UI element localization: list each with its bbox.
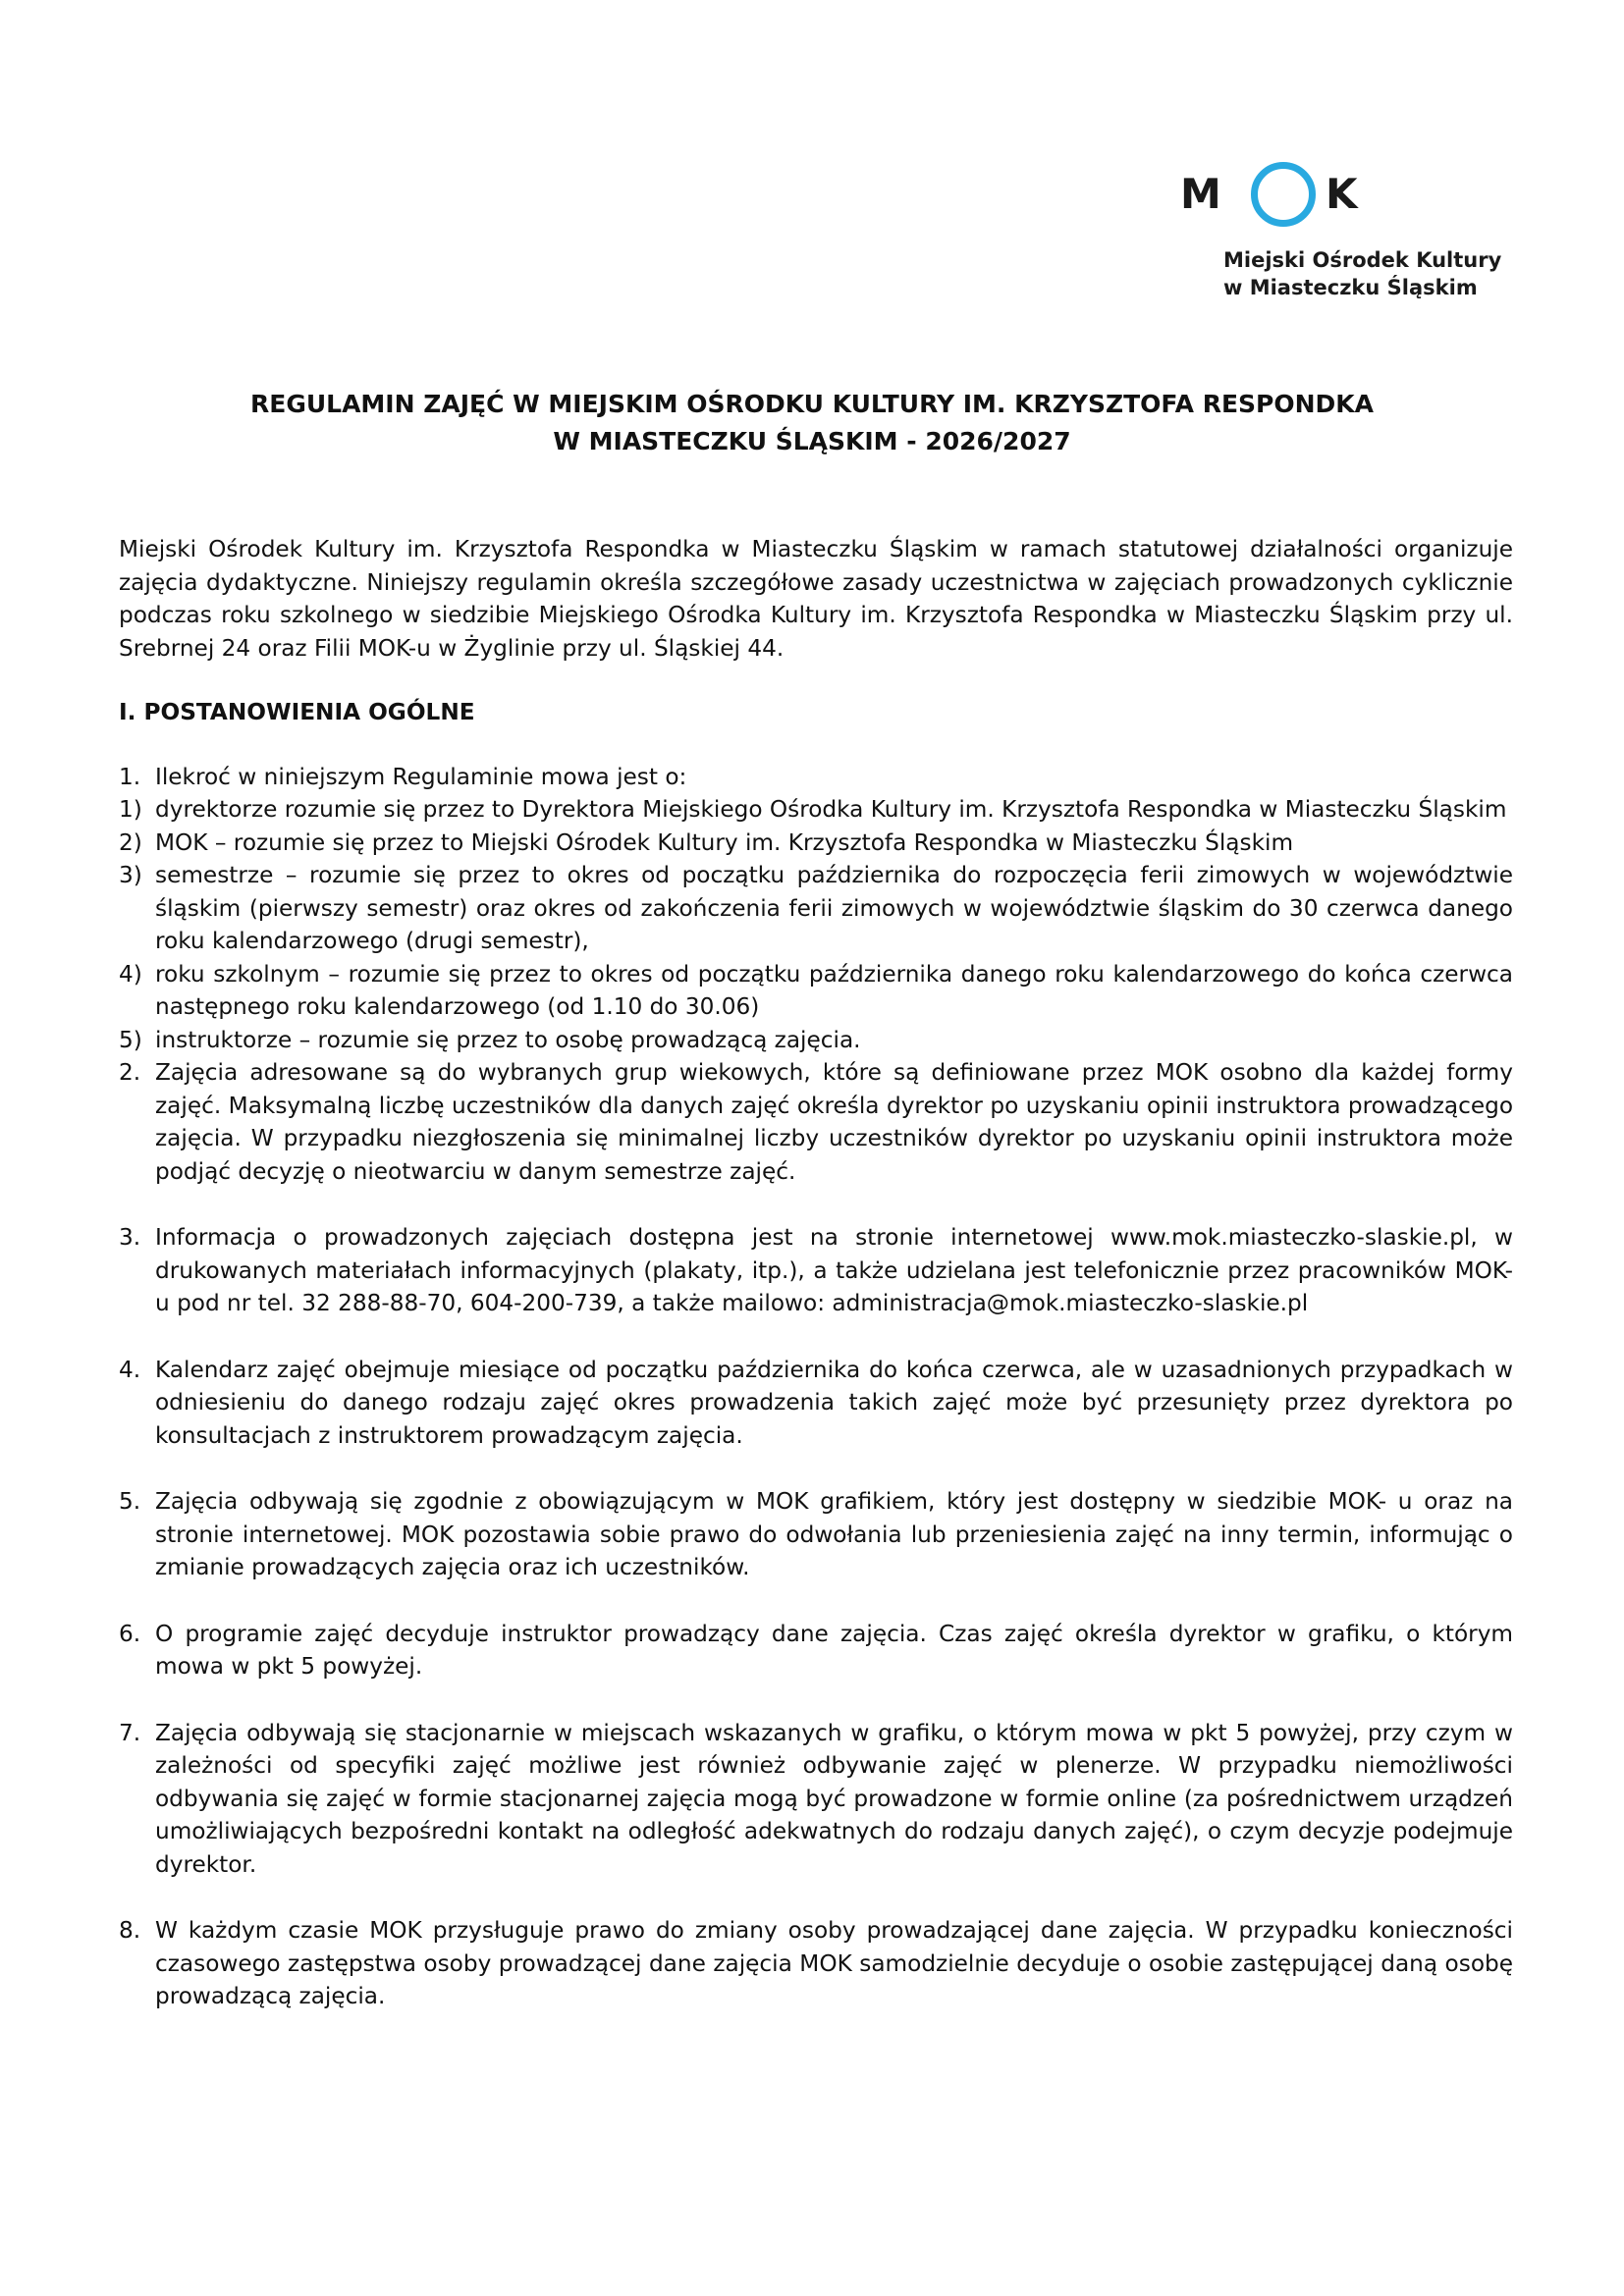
item-text: roku szkolnym – rozumie się przez to okres od początku października danego roku kalendarzowego do końca czerwca następnego roku kalendarzowego (od 1.10 do 30.06) [155, 960, 1513, 1020]
logo-letter-m: M [1180, 170, 1221, 218]
item-number: 8. [119, 1917, 141, 1944]
logo-caption [1223, 246, 1501, 301]
list-item [119, 859, 1513, 958]
list-item [119, 958, 1513, 1024]
list-item [119, 1717, 1513, 1882]
item-text: semestrze – rozumie się przez to okres od początku października do rozpoczęcia ferii zimowych w województwie śląskim (pierwszy semestr) oraz okres od zakończenia ferii zimowych w województwie śląskim do 30 czerwca danego roku kalendarzowego (drugi semestr), [155, 862, 1513, 954]
logo-letter-k: K [1326, 170, 1358, 218]
item-text: instruktorze – rozumie się przez to osobę prowadzącą zajęcia. [155, 1026, 861, 1053]
list-item [119, 827, 1513, 860]
item-number: 2. [119, 1059, 141, 1086]
intro-paragraph: Miejski Ośrodek Kultury im. Krzysztofa Respondka w Miasteczku Śląskim w ramach statutowej działalności organizuje zajęcia dydaktyczne. Niniejszy regulamin określa szczegółowe zasady uczestnictwa w zajęciach prowadzonych cyklicznie podczas roku szkolnego w siedzibie Miejskiego Ośrodka Kultury im. Krzysztofa Respondka w Miasteczku Śląskim przy ul. Srebrnej 24 oraz Filii MOK-u w Żyglinie przy ul. Śląskiej 44. [119, 536, 1513, 662]
item-number: 3. [119, 1224, 141, 1251]
list-item [119, 1485, 1513, 1584]
item-number: 5) [119, 1026, 142, 1053]
list-item [119, 1221, 1513, 1320]
logo-circle-icon [1251, 162, 1316, 227]
item-text: Ilekroć w niniejszym Regulaminie mowa jest o: [155, 763, 687, 790]
list-item [119, 1354, 1513, 1453]
item-number: 4) [119, 960, 142, 988]
list-item [119, 1056, 1513, 1188]
item-number: 4. [119, 1356, 141, 1383]
logo-caption-line1: Miejski Ośrodek Kultury [1223, 248, 1502, 272]
item-number: 5. [119, 1488, 141, 1515]
list-item [119, 793, 1513, 827]
logo-mark [1168, 162, 1492, 231]
list-item [119, 1914, 1513, 2013]
mok-logo [1168, 162, 1502, 299]
item-number: 7. [119, 1719, 141, 1746]
item-text: Informacja o prowadzonych zajęciach dostępna jest na stronie internetowej www.mok.miasteczko-slaskie.pl, w drukowanych materiałach informacyjnych (plakaty, itp.), a także udzielana jest telefonicznie przez pracowników MOK-u pod nr tel. 32 288-88-70, 604-200-739, a także mailowo: administracja@mok.miasteczko-slaskie.pl [155, 1224, 1513, 1316]
item-number: 6. [119, 1620, 141, 1647]
item-number: 2) [119, 828, 142, 856]
item-text: Kalendarz zajęć obejmuje miesiące od początku października do końca czerwca, ale w uzasadnionych przypadkach w odniesieniu do danego rodzaju zajęć okres prowadzenia takich zajęć może być przesunięty przez dyrektora po konsultacjach z instruktorem prowadzącym zajęcia. [155, 1356, 1513, 1449]
item-text: W każdym czasie MOK przysługuje prawo do zmiany osoby prowadzającej dane zajęcia. W przypadku konieczności czasowego zastępstwa osoby prowadzącej dane zajęcia MOK samodzielnie decyduje o osobie zastępującej daną osobę prowadzącą zajęcia. [155, 1917, 1513, 2009]
document-title-line2: W MIASTECZKU ŚLĄSKIM - 2026/2027 [553, 427, 1071, 455]
item-text: Zajęcia adresowane są do wybranych grup wiekowych, które są definiowane przez MOK osobno dla każdej formy zajęć. Maksymalną liczbę uczestników dla danych zajęć określa dyrektor po uzyskaniu opinii instruktora prowadzącego zajęcia. W przypadku niezgłoszenia się minimalnej liczby uczestników dyrektor po uzyskaniu opinii instruktora może podjąć decyzję o nieotwarciu w danym semestrze zajęć. [155, 1059, 1513, 1185]
item-text: O programie zajęć decyduje instruktor prowadzący dane zajęcia. Czas zajęć określa dyrektor w grafiku, o którym mowa w pkt 5 powyżej. [155, 1620, 1513, 1680]
item-text: dyrektorze rozumie się przez to Dyrektora Miejskiego Ośrodka Kultury im. Krzysztofa Respondka w Miasteczku Śląskim [155, 796, 1507, 823]
item-text: MOK – rozumie się przez to Miejski Ośrodek Kultury im. Krzysztofa Respondka w Miasteczku Śląskim [155, 828, 1294, 856]
item-number: 3) [119, 862, 142, 888]
document-body [119, 533, 1513, 2013]
document-title [0, 386, 1624, 460]
item-text: Zajęcia odbywają się zgodnie z obowiązującym w MOK grafikiem, który jest dostępny w siedzibie MOK- u oraz na stronie internetowej. MOK pozostawia sobie prawo do odwołania lub przeniesienia zajęć na inny termin, informując o zmianie prowadzących zajęcia oraz ich uczestników. [155, 1488, 1513, 1580]
list-item [119, 1024, 1513, 1057]
item-text: Zajęcia odbywają się stacjonarnie w miejscach wskazanych w grafiku, o którym mowa w pkt 5 powyżej, przy czym w zależności od specyfiki zajęć możliwe jest również odbywanie zajęć w plenerze. W przypadku niemożliwości odbywania się zajęć w formie stacjonarnej zajęcia mogą być prowadzone w formie online (za pośrednictwem urządzeń umożliwiających bezpośredni kontakt na odległość adekwatnych do rodzaju danych zajęć), o czym decyzje podejmuje dyrektor. [155, 1719, 1513, 1878]
section-heading: I. POSTANOWIENIA OGÓLNE [119, 699, 475, 725]
logo-caption-line2: w Miasteczku Śląskim [1223, 276, 1478, 299]
list-item [119, 1618, 1513, 1683]
document-title-line1: REGULAMIN ZAJĘĆ W MIEJSKIM OŚRODKU KULTURY IM. KRZYSZTOFA RESPONDKA [250, 390, 1374, 418]
item-number: 1. [119, 763, 141, 790]
list-item [119, 761, 1513, 794]
item-number: 1) [119, 796, 142, 823]
